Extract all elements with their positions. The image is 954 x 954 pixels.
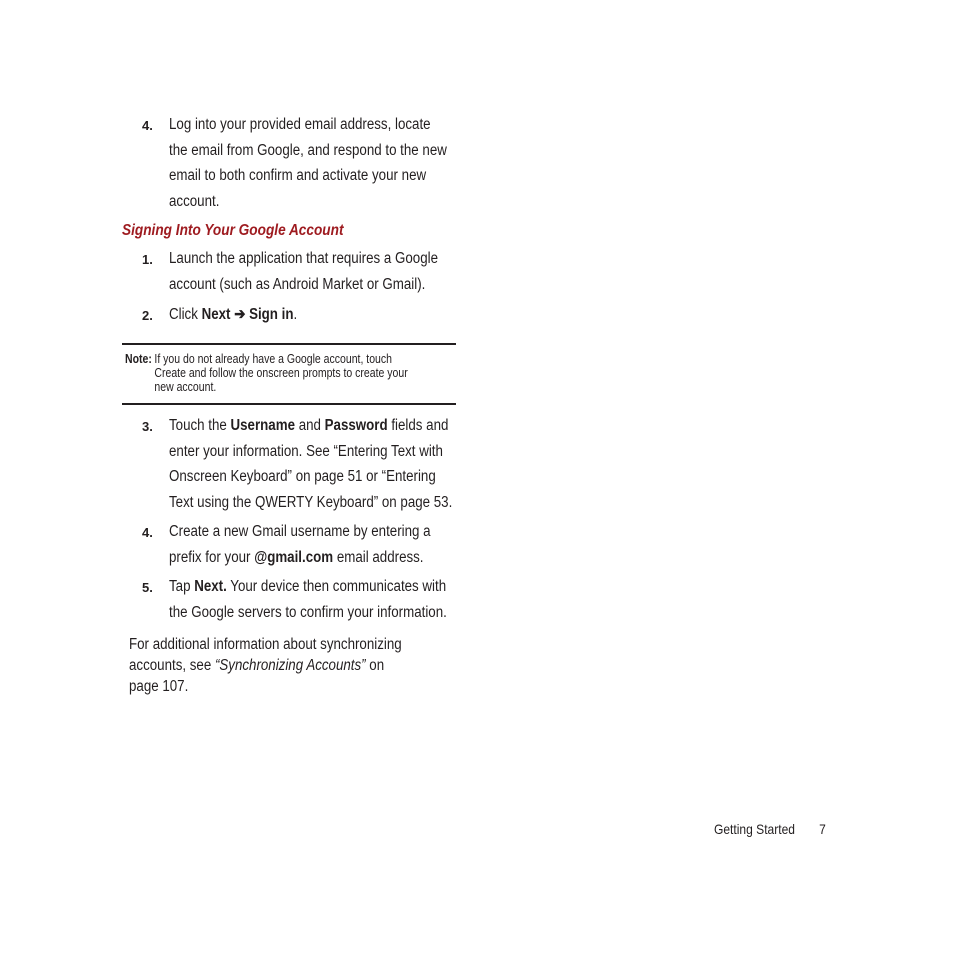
paragraph-line: page 107.: [129, 678, 189, 695]
arrow-icon: ➔: [230, 306, 250, 323]
section-heading: Signing Into Your Google Account: [122, 222, 344, 239]
password-label: Password: [324, 417, 388, 434]
gmail-domain-label: @gmail.com: [254, 548, 334, 566]
paragraph-line: For additional information about synchronizing: [129, 636, 402, 653]
step-line: enter your information. See “Entering Text with: [169, 442, 443, 460]
step-line: Text using the QWERTY Keyboard” on page 53.: [169, 493, 453, 511]
step-number: 2.: [142, 308, 153, 323]
step-number: 1.: [142, 252, 153, 267]
text-run: Your device then communicates with: [226, 578, 447, 595]
step-line: Onscreen Keyboard” on page 51 or “Entering: [169, 468, 436, 485]
note-line: If you do not already have a Google account, touch: [154, 352, 392, 366]
text-run: accounts, see: [129, 657, 215, 674]
username-label: Username: [230, 417, 295, 434]
step-line: [169, 302, 427, 328]
step-text: [169, 519, 431, 570]
text-run: Touch the: [169, 417, 231, 434]
text-run: on: [365, 657, 385, 674]
step-number: 5.: [142, 580, 153, 595]
step-line: Launch the application that requires a Google: [169, 250, 439, 267]
step-text: [169, 302, 427, 328]
step-line: [169, 413, 449, 439]
text-run: prefix for your: [169, 548, 255, 566]
step-number: 4.: [142, 118, 153, 133]
footer-section-title: Getting Started: [714, 821, 795, 837]
step-text: [169, 112, 447, 214]
sign-in-label: Sign in: [249, 306, 294, 323]
step-number: 3.: [142, 419, 153, 434]
step-text: [169, 574, 447, 625]
note-label: Note:: [125, 352, 152, 366]
step-number: 4.: [142, 525, 153, 540]
step-line: the email from Google, and respond to the new: [169, 141, 447, 159]
text-run: fields and: [387, 417, 449, 434]
step-text: [169, 413, 453, 515]
step-line: the Google servers to confirm your information.: [169, 603, 447, 621]
step-line: account (such as Android Market or Gmail).: [169, 275, 426, 293]
text-run: Tap: [169, 578, 195, 595]
step-text: [169, 246, 439, 297]
next-label: Next.: [194, 578, 227, 595]
step-line: [169, 545, 427, 571]
text-run: and: [294, 417, 325, 434]
closing-paragraph: [129, 634, 439, 697]
next-label: Next: [201, 306, 231, 323]
step-line: account.: [169, 192, 220, 210]
page-footer: [714, 821, 826, 837]
step-line: email to both confirm and activate your new: [169, 167, 427, 184]
note-line: new account.: [154, 380, 217, 394]
step-line: Create a new Gmail username by entering a: [169, 523, 431, 540]
note-line: Create and follow the onscreen prompts to create your: [154, 366, 408, 380]
page-number: 7: [819, 821, 826, 837]
cross-reference-link[interactable]: “Synchronizing Accounts”: [214, 657, 366, 674]
text-run: Click: [169, 306, 202, 323]
note-box: [125, 352, 444, 394]
note-bottom-rule: [122, 403, 456, 405]
step-line: Log into your provided email address, locate: [169, 116, 431, 133]
step-line: [169, 574, 447, 600]
text-run: email address.: [333, 548, 424, 566]
text-run: .: [293, 306, 298, 323]
paragraph-line: [129, 655, 439, 676]
note-top-rule: [122, 343, 456, 345]
